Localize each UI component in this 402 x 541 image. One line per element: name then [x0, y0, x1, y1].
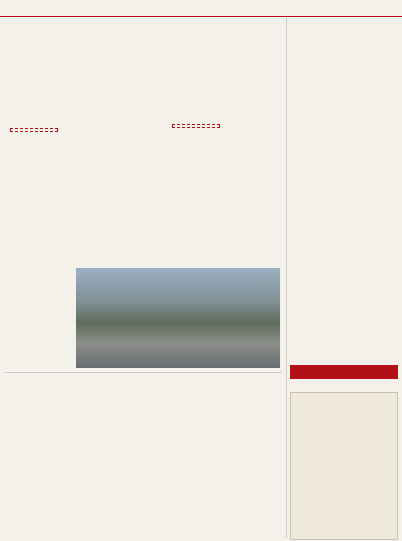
article1-col1	[6, 70, 58, 124]
article2-body	[6, 226, 280, 266]
right3-body	[290, 274, 398, 360]
column-divider	[286, 18, 287, 538]
article1-col4	[174, 70, 226, 124]
article1-col5	[230, 70, 280, 124]
right1-body	[290, 52, 398, 138]
classified-ad-header	[290, 365, 398, 379]
classified-ad-text	[294, 396, 394, 534]
article1-body	[6, 148, 280, 206]
pull-quote-2	[172, 124, 220, 128]
right2-body	[290, 166, 398, 246]
ad-phone	[290, 381, 398, 387]
divider	[4, 372, 282, 373]
header-rule	[0, 16, 402, 17]
pull-quote-1	[10, 128, 58, 132]
article4-body	[6, 448, 280, 538]
photo-caption	[6, 300, 72, 348]
classified-ad-box	[290, 392, 398, 540]
article1-col3	[118, 70, 170, 124]
article1-col2	[62, 70, 114, 124]
article3-body	[6, 390, 280, 426]
news-photo	[76, 268, 280, 368]
